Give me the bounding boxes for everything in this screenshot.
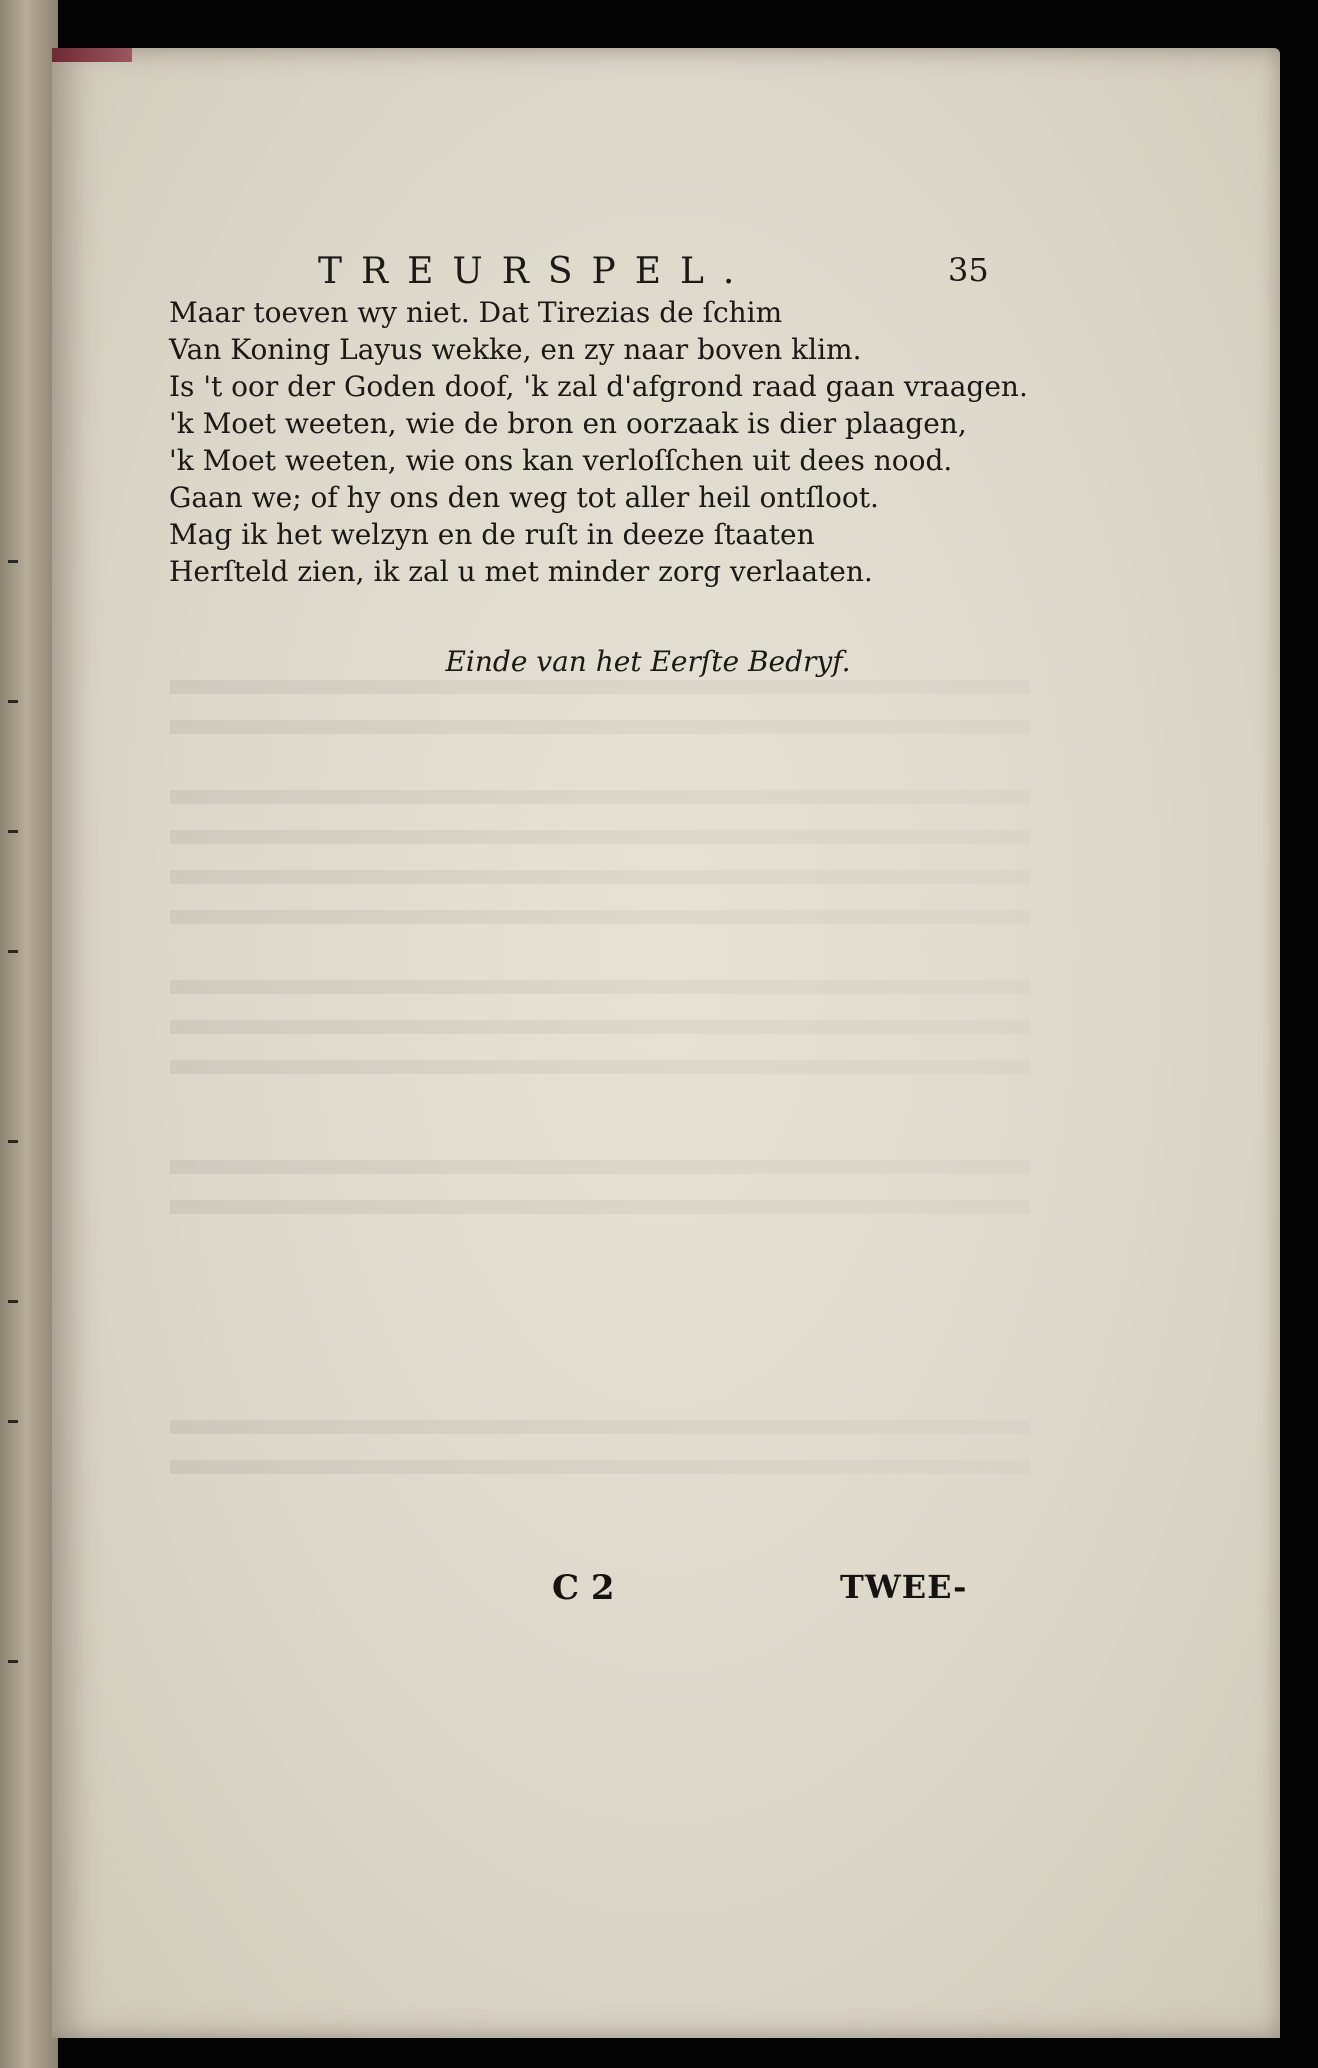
bleed-mark bbox=[8, 830, 18, 833]
verse-line: Mag ik het welzyn en de ruſt in deeze ſtaaten bbox=[169, 518, 815, 551]
show-through-text bbox=[170, 830, 1030, 844]
verse-block bbox=[169, 294, 1029, 590]
show-through-text bbox=[170, 1460, 1030, 1474]
act-end-line bbox=[0, 645, 1318, 678]
verse-line: Maar toeven wy niet. Dat Tirezias de ſchim bbox=[169, 296, 783, 329]
running-title: TREURSPEL. bbox=[318, 251, 754, 292]
page-number: 35 bbox=[948, 251, 989, 289]
signature-mark: C 2 bbox=[552, 1568, 615, 1608]
act-end-text: Einde van het Eerſte Bedryf. bbox=[445, 645, 851, 678]
running-head bbox=[0, 251, 1318, 291]
show-through-text bbox=[170, 790, 1030, 804]
show-through-text bbox=[170, 870, 1030, 884]
bleed-mark bbox=[8, 1420, 18, 1423]
verse-line: 'k Moet weeten, wie ons kan verloſſchen uit dees nood. bbox=[169, 444, 953, 477]
catchword: TWEE- bbox=[840, 1568, 968, 1606]
bleed-mark bbox=[8, 1660, 18, 1663]
verse-line: 'k Moet weeten, wie de bron en oorzaak is dier plaagen, bbox=[169, 407, 967, 440]
show-through-text bbox=[170, 1160, 1030, 1174]
verse-line: Van Koning Layus wekke, en zy naar boven klim. bbox=[169, 333, 862, 366]
verse-line: Is 't oor der Goden doof, 'k zal d'afgrond raad gaan vraagen. bbox=[169, 370, 1028, 403]
show-through-text bbox=[170, 1420, 1030, 1434]
verse-line: Gaan we; of hy ons den weg tot aller heil ontſloot. bbox=[169, 481, 879, 514]
show-through-text bbox=[170, 910, 1030, 924]
verse-line: Herſteld zien, ik zal u met minder zorg verlaaten. bbox=[169, 555, 873, 588]
show-through-text bbox=[170, 720, 1030, 734]
bleed-mark bbox=[8, 700, 18, 703]
bleed-mark bbox=[8, 950, 18, 953]
show-through-text bbox=[170, 980, 1030, 994]
bleed-mark bbox=[8, 1140, 18, 1143]
show-through-text bbox=[170, 680, 1030, 694]
show-through-text bbox=[170, 1020, 1030, 1034]
show-through-text bbox=[170, 1060, 1030, 1074]
previous-page-edge bbox=[0, 0, 58, 2068]
bleed-mark bbox=[8, 560, 18, 563]
binding-edge bbox=[52, 48, 132, 62]
show-through-text bbox=[170, 1200, 1030, 1214]
bleed-mark bbox=[8, 1300, 18, 1303]
